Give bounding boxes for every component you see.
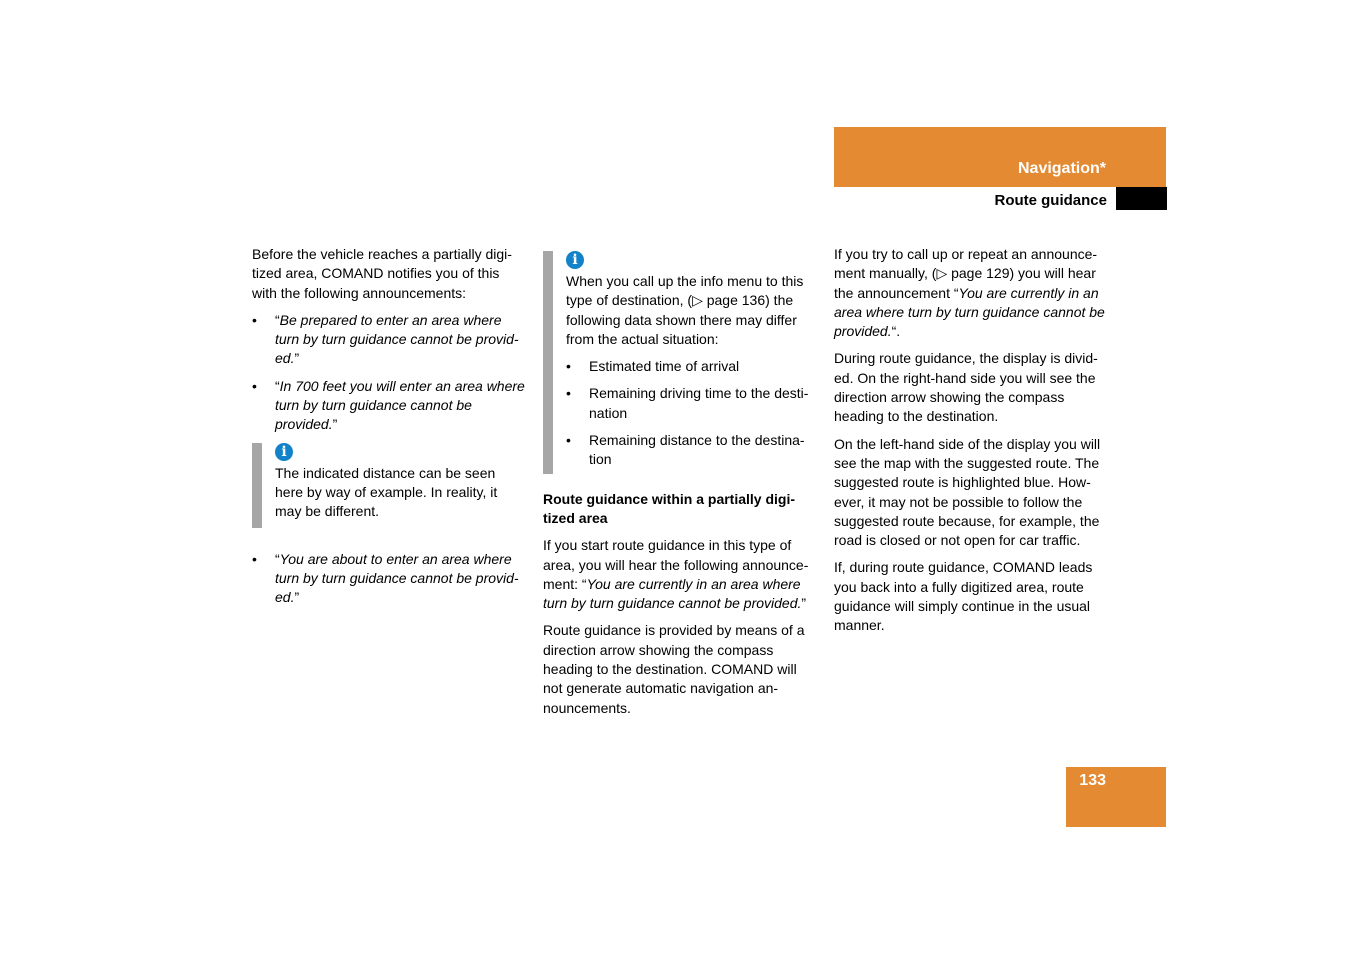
info-icon: i — [275, 443, 293, 461]
info-note — [543, 251, 819, 474]
page-number: 133 — [1079, 772, 1106, 789]
paragraph: If, during route guidance, COMAND leads you back into a fully digitized area, route guidance will simply continue in the usual manner. — [834, 559, 1093, 634]
info-note — [252, 443, 527, 528]
section-tab-marker — [1116, 187, 1167, 210]
list-item: • “You are about to enter an area where turn by turn guidance cannot be provid-ed.” — [252, 550, 527, 608]
column-2 — [543, 245, 819, 726]
list-item: • “In 700 feet you will enter an area where turn by turn guidance cannot be provided.” — [252, 377, 527, 435]
paragraph: If you start route guidance in this type of area, you will hear the following announce-ment: “You are currently in an area where turn by turn guidance cannot be provided.” — [543, 537, 809, 612]
list-item: • Remaining distance to the destina-tion — [566, 431, 819, 470]
page-number-box — [1066, 767, 1166, 827]
list-item: • “Be prepared to enter an area where turn by turn guidance cannot be provid-ed.” — [252, 311, 527, 369]
paragraph: If you try to call up or repeat an announce-ment manually, (▷ page 129) you will hear the announcement “You are currently in an area where turn by turn guidance cannot be provided.“. — [834, 246, 1105, 340]
column-1 — [252, 245, 527, 615]
section-header-bar — [834, 127, 1166, 187]
paragraph: On the left-hand side of the display you will see the map with the suggested route. The suggested route is highlighted blue. How-ever, it may not be possible to follow the suggested route because, for example, the road is closed or not open for car traffic. — [834, 435, 1101, 549]
announcement-list — [252, 311, 527, 435]
list-item: • Estimated time of arrival — [566, 357, 819, 376]
note-list — [566, 357, 819, 469]
paragraph: Route guidance is provided by means of a direction arrow showing the compass heading to the destination. COMAND will not generate automatic navigation an-nouncements. — [543, 622, 805, 716]
info-icon: i — [566, 251, 584, 269]
section-heading: Route guidance within a partially digi-tized area — [543, 490, 796, 526]
subsection-title: Route guidance — [994, 192, 1107, 209]
column-3 — [834, 245, 1110, 644]
note-text: When you call up the info menu to this type of destination, (▷ page 136) the following data shown there may differ from the actual situation: — [566, 273, 804, 347]
announcement-list-2 — [252, 550, 527, 608]
list-item: • Remaining driving time to the desti-nation — [566, 384, 819, 423]
paragraph: During route guidance, the display is divid-ed. On the right-hand side you will see the direction arrow showing the compass heading to the destination. — [834, 350, 1098, 425]
intro-paragraph: Before the vehicle reaches a partially digi-tized area, COMAND notifies you of this with the following announcements: — [252, 246, 512, 301]
section-title: Navigation* — [1017, 160, 1106, 177]
note-text: The indicated distance can be seen here by way of example. In reality, it may be different. — [275, 464, 498, 520]
